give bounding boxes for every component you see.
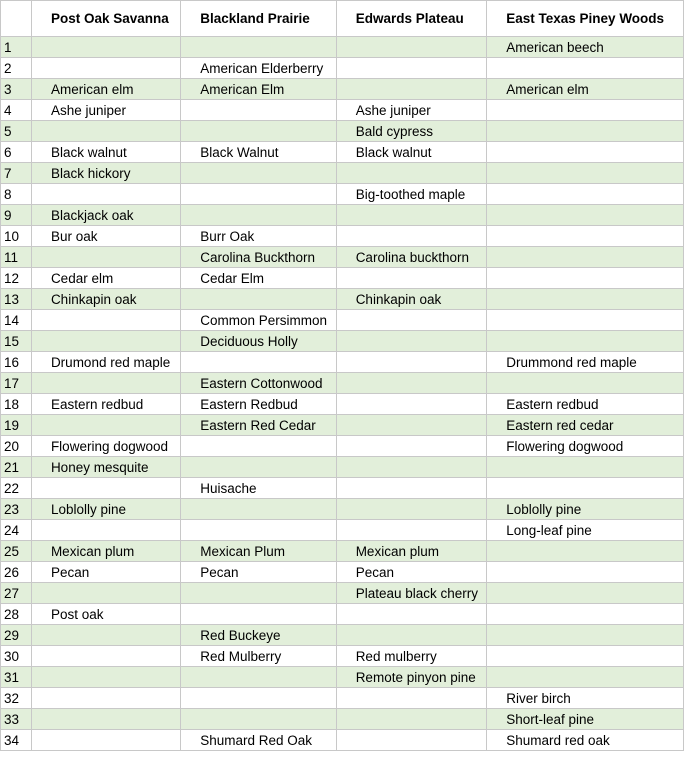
table-cell[interactable]: Mexican Plum (181, 541, 336, 562)
table-cell[interactable] (181, 100, 336, 121)
table-row (1, 478, 684, 499)
table-row (1, 331, 684, 352)
table-cell[interactable] (336, 163, 487, 184)
table-cell[interactable] (181, 667, 336, 688)
row-number: 18 (1, 394, 32, 415)
table-row (1, 499, 684, 520)
row-number: 28 (1, 604, 32, 625)
table-cell[interactable] (31, 415, 180, 436)
table-cell[interactable] (181, 709, 336, 730)
table-cell[interactable] (487, 625, 684, 646)
table-row (1, 583, 684, 604)
table-cell[interactable] (31, 520, 180, 541)
table-cell[interactable] (181, 499, 336, 520)
table-cell[interactable]: Chinkapin oak (336, 289, 487, 310)
table-cell[interactable] (487, 142, 684, 163)
table-cell[interactable] (336, 58, 487, 79)
table-cell[interactable] (181, 688, 336, 709)
row-number: 13 (1, 289, 32, 310)
table-cell[interactable]: Bald cypress (336, 121, 487, 142)
table-cell[interactable] (336, 37, 487, 58)
table-cell[interactable]: Black walnut (336, 142, 487, 163)
row-number: 16 (1, 352, 32, 373)
row-number: 10 (1, 226, 32, 247)
table-cell[interactable] (336, 520, 487, 541)
table-row (1, 289, 684, 310)
table-cell[interactable]: Drumond red maple (31, 352, 180, 373)
table-cell[interactable]: Shumard Red Oak (181, 730, 336, 751)
table-cell[interactable]: Flowering dogwood (487, 436, 684, 457)
table-cell[interactable] (336, 478, 487, 499)
table-cell[interactable]: Plateau black cherry (336, 583, 487, 604)
row-number: 31 (1, 667, 32, 688)
table-cell[interactable]: Chinkapin oak (31, 289, 180, 310)
table-row (1, 541, 684, 562)
table-cell[interactable] (336, 331, 487, 352)
row-number: 17 (1, 373, 32, 394)
table-cell[interactable]: Deciduous Holly (181, 331, 336, 352)
table-cell[interactable]: Blackjack oak (31, 205, 180, 226)
table-cell[interactable] (487, 310, 684, 331)
table-cell[interactable]: Remote pinyon pine (336, 667, 487, 688)
table-cell[interactable] (336, 730, 487, 751)
table-cell[interactable]: Carolina buckthorn (336, 247, 487, 268)
row-number: 7 (1, 163, 32, 184)
table-cell[interactable]: Honey mesquite (31, 457, 180, 478)
row-number: 8 (1, 184, 32, 205)
table-row (1, 415, 684, 436)
row-number: 3 (1, 79, 32, 100)
table-row (1, 247, 684, 268)
table-cell[interactable] (31, 646, 180, 667)
table-cell[interactable] (487, 583, 684, 604)
table-cell[interactable] (487, 667, 684, 688)
table-row (1, 163, 684, 184)
table-cell[interactable] (487, 58, 684, 79)
row-number: 30 (1, 646, 32, 667)
table-cell[interactable]: Ashe juniper (336, 100, 487, 121)
row-number: 4 (1, 100, 32, 121)
table-row (1, 709, 684, 730)
header-row (1, 1, 684, 37)
table-cell[interactable] (336, 205, 487, 226)
table-cell[interactable] (31, 583, 180, 604)
table-cell[interactable] (181, 436, 336, 457)
row-number: 5 (1, 121, 32, 142)
table-row (1, 100, 684, 121)
table-cell[interactable] (336, 457, 487, 478)
table-cell[interactable]: Black walnut (31, 142, 180, 163)
table-cell[interactable]: Eastern redbud (487, 394, 684, 415)
table-cell[interactable]: Pecan (336, 562, 487, 583)
row-number: 23 (1, 499, 32, 520)
column-header-post-oak-savanna[interactable]: Post Oak Savanna (31, 1, 180, 37)
table-row (1, 730, 684, 751)
table-cell[interactable]: Shumard red oak (487, 730, 684, 751)
table-cell[interactable] (487, 184, 684, 205)
table-cell[interactable]: Red Buckeye (181, 625, 336, 646)
table-cell[interactable] (487, 331, 684, 352)
table-cell[interactable] (181, 289, 336, 310)
table-cell[interactable]: Cedar elm (31, 268, 180, 289)
table-cell[interactable] (336, 352, 487, 373)
table-row (1, 352, 684, 373)
table-cell[interactable] (181, 121, 336, 142)
table-cell[interactable]: Eastern Redbud (181, 394, 336, 415)
table-cell[interactable]: Eastern Red Cedar (181, 415, 336, 436)
column-header-blackland-prairie[interactable]: Blackland Prairie (181, 1, 336, 37)
row-number: 29 (1, 625, 32, 646)
table-cell[interactable]: Big-toothed maple (336, 184, 487, 205)
table-cell[interactable]: Post oak (31, 604, 180, 625)
row-number: 11 (1, 247, 32, 268)
row-number: 21 (1, 457, 32, 478)
table-cell[interactable]: Eastern red cedar (487, 415, 684, 436)
table-cell[interactable]: Eastern redbud (31, 394, 180, 415)
row-number: 34 (1, 730, 32, 751)
table-row (1, 184, 684, 205)
table-cell[interactable] (181, 352, 336, 373)
table-cell[interactable] (31, 688, 180, 709)
table-cell[interactable]: Red Mulberry (181, 646, 336, 667)
table-cell[interactable] (31, 58, 180, 79)
table-row (1, 121, 684, 142)
table-cell[interactable] (181, 37, 336, 58)
table-cell[interactable]: Pecan (181, 562, 336, 583)
table-cell[interactable]: Flowering dogwood (31, 436, 180, 457)
table-cell[interactable] (336, 310, 487, 331)
table-cell[interactable] (31, 121, 180, 142)
table-row (1, 688, 684, 709)
table-row (1, 667, 684, 688)
table-cell[interactable] (336, 268, 487, 289)
table-cell[interactable] (336, 688, 487, 709)
row-number: 26 (1, 562, 32, 583)
table-cell[interactable]: American Elm (181, 79, 336, 100)
table-row (1, 373, 684, 394)
table-cell[interactable] (487, 226, 684, 247)
table-cell[interactable] (487, 121, 684, 142)
table-cell[interactable] (487, 457, 684, 478)
table-cell[interactable] (31, 478, 180, 499)
table-row (1, 520, 684, 541)
table-cell[interactable]: Ashe juniper (31, 100, 180, 121)
table-row (1, 310, 684, 331)
table-cell[interactable] (336, 373, 487, 394)
table-cell[interactable] (487, 163, 684, 184)
table-cell[interactable]: Bur oak (31, 226, 180, 247)
table-cell[interactable]: Black hickory (31, 163, 180, 184)
table-cell[interactable] (31, 730, 180, 751)
column-header-edwards-plateau[interactable]: Edwards Plateau (336, 1, 487, 37)
table-cell[interactable] (487, 541, 684, 562)
table-cell[interactable] (181, 520, 336, 541)
table-cell[interactable]: American elm (31, 79, 180, 100)
table-cell[interactable] (487, 373, 684, 394)
row-number: 24 (1, 520, 32, 541)
table-cell[interactable]: American elm (487, 79, 684, 100)
row-number: 19 (1, 415, 32, 436)
table-row (1, 37, 684, 58)
table-cell[interactable] (487, 268, 684, 289)
table-cell[interactable] (487, 562, 684, 583)
table-cell[interactable]: Eastern Cottonwood (181, 373, 336, 394)
row-number: 1 (1, 37, 32, 58)
table-cell[interactable]: Drummond red maple (487, 352, 684, 373)
table-cell[interactable]: Short-leaf pine (487, 709, 684, 730)
row-number: 14 (1, 310, 32, 331)
table-row (1, 625, 684, 646)
table-row (1, 457, 684, 478)
table-row (1, 268, 684, 289)
table-cell[interactable] (336, 499, 487, 520)
table-row (1, 226, 684, 247)
table-cell[interactable] (31, 184, 180, 205)
table-cell[interactable] (31, 310, 180, 331)
table-row (1, 436, 684, 457)
table-cell[interactable] (487, 646, 684, 667)
table-cell[interactable] (336, 415, 487, 436)
table-cell[interactable]: Mexican plum (31, 541, 180, 562)
table-row (1, 604, 684, 625)
table-cell[interactable] (336, 226, 487, 247)
row-number: 20 (1, 436, 32, 457)
row-number: 33 (1, 709, 32, 730)
table-cell[interactable]: Long-leaf pine (487, 520, 684, 541)
row-number: 22 (1, 478, 32, 499)
table-cell[interactable]: River birch (487, 688, 684, 709)
table-cell[interactable]: Burr Oak (181, 226, 336, 247)
table-cell[interactable]: Black Walnut (181, 142, 336, 163)
table-cell[interactable] (181, 583, 336, 604)
row-number: 9 (1, 205, 32, 226)
table-cell[interactable]: Carolina Buckthorn (181, 247, 336, 268)
table-cell[interactable] (31, 667, 180, 688)
table-cell[interactable] (181, 205, 336, 226)
table-cell[interactable] (487, 205, 684, 226)
table-cell[interactable] (336, 79, 487, 100)
table-cell[interactable]: American beech (487, 37, 684, 58)
table-cell[interactable]: Pecan (31, 562, 180, 583)
table-cell[interactable]: Red mulberry (336, 646, 487, 667)
column-header-east-texas-piney-woods[interactable]: East Texas Piney Woods (487, 1, 684, 37)
row-number: 32 (1, 688, 32, 709)
table-cell[interactable] (336, 394, 487, 415)
table-cell[interactable] (181, 163, 336, 184)
table-cell[interactable] (487, 247, 684, 268)
row-number: 6 (1, 142, 32, 163)
table-row (1, 79, 684, 100)
table-cell[interactable] (336, 625, 487, 646)
table-row (1, 646, 684, 667)
row-number: 12 (1, 268, 32, 289)
table-cell[interactable] (487, 100, 684, 121)
table-cell[interactable] (336, 604, 487, 625)
table-cell[interactable] (487, 604, 684, 625)
table-cell[interactable] (31, 373, 180, 394)
table-cell[interactable] (31, 247, 180, 268)
table-cell[interactable] (31, 37, 180, 58)
table-body (1, 37, 684, 751)
table-row (1, 562, 684, 583)
table-cell[interactable] (31, 709, 180, 730)
row-number: 25 (1, 541, 32, 562)
table-cell[interactable] (336, 436, 487, 457)
table-cell[interactable]: American Elderberry (181, 58, 336, 79)
row-number: 27 (1, 583, 32, 604)
table-row (1, 142, 684, 163)
table-row (1, 205, 684, 226)
table-row (1, 394, 684, 415)
corner-cell[interactable] (1, 1, 32, 37)
table-cell[interactable] (181, 184, 336, 205)
table-cell[interactable] (31, 625, 180, 646)
table-cell[interactable] (181, 604, 336, 625)
table-cell[interactable] (487, 478, 684, 499)
table-cell[interactable]: Huisache (181, 478, 336, 499)
table-cell[interactable] (487, 289, 684, 310)
table-cell[interactable]: Mexican plum (336, 541, 487, 562)
row-number: 15 (1, 331, 32, 352)
table-cell[interactable] (181, 457, 336, 478)
table-row (1, 58, 684, 79)
row-number: 2 (1, 58, 32, 79)
table-cell[interactable] (31, 331, 180, 352)
table-cell[interactable] (336, 709, 487, 730)
table-cell[interactable]: Cedar Elm (181, 268, 336, 289)
table-cell[interactable]: Loblolly pine (31, 499, 180, 520)
table-cell[interactable]: Common Persimmon (181, 310, 336, 331)
table-cell[interactable]: Loblolly pine (487, 499, 684, 520)
